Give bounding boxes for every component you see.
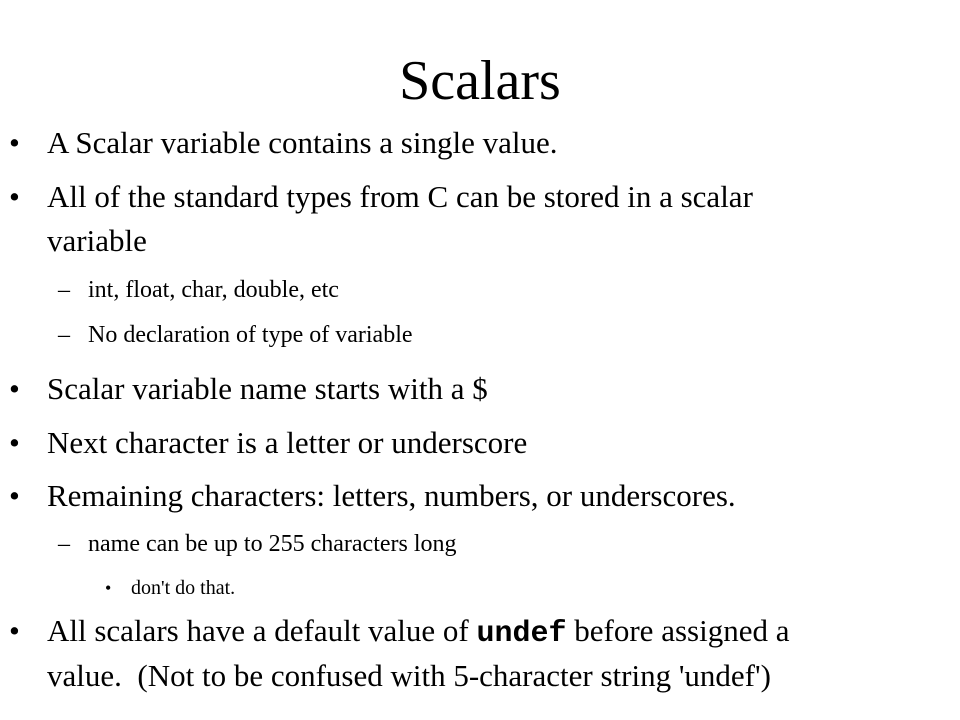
sub-item-text: int, float, char, double, etc [88,277,339,303]
bullet-item [9,612,790,653]
undef-code: undef [476,617,567,651]
bullet-item [9,424,528,462]
bullet-text: All scalars have a default value of [47,613,477,648]
bullet-item [9,124,558,162]
bullet-text: before assigned a [566,613,790,648]
bullet-icon: • [9,179,20,214]
dash-icon: – [58,322,70,348]
bullet-text: Next character is a letter or underscore [47,425,528,460]
bullet-icon: • [105,578,112,598]
bullet-item [9,370,488,408]
bullet-item [9,178,753,216]
bullet-icon: • [9,371,20,406]
sub-item [58,529,457,559]
sub-item [58,275,339,305]
bullet-text: Scalar variable name starts with a $ [47,371,488,406]
sub-item [58,320,413,350]
slide-title: Scalars [399,50,561,112]
dash-icon: – [58,277,70,303]
sub-item-text: name can be up to 255 characters long [88,531,457,557]
bullet-icon: • [9,613,20,648]
bullet-icon: • [9,478,20,513]
bullet-text: value. (Not to be confused with 5-character string 'undef') [47,658,771,693]
bullet-text: Remaining characters: letters, numbers, or underscores. [47,478,736,513]
bullet-text: A Scalar variable contains a single value. [47,125,558,160]
bullet-text: variable [47,223,147,258]
bullet-item [9,477,736,515]
bullet-text-continuation [47,222,147,260]
bullet-text-continuation [47,657,771,695]
sub-item-text: No declaration of type of variable [88,322,413,348]
bullet-icon: • [9,425,20,460]
sub-sub-item-text: don't do that. [131,577,236,599]
bullet-text: All of the standard types from C can be stored in a scalar [47,179,753,214]
bullet-icon: • [9,125,20,160]
dash-icon: – [58,531,70,557]
sub-sub-item [105,575,236,601]
